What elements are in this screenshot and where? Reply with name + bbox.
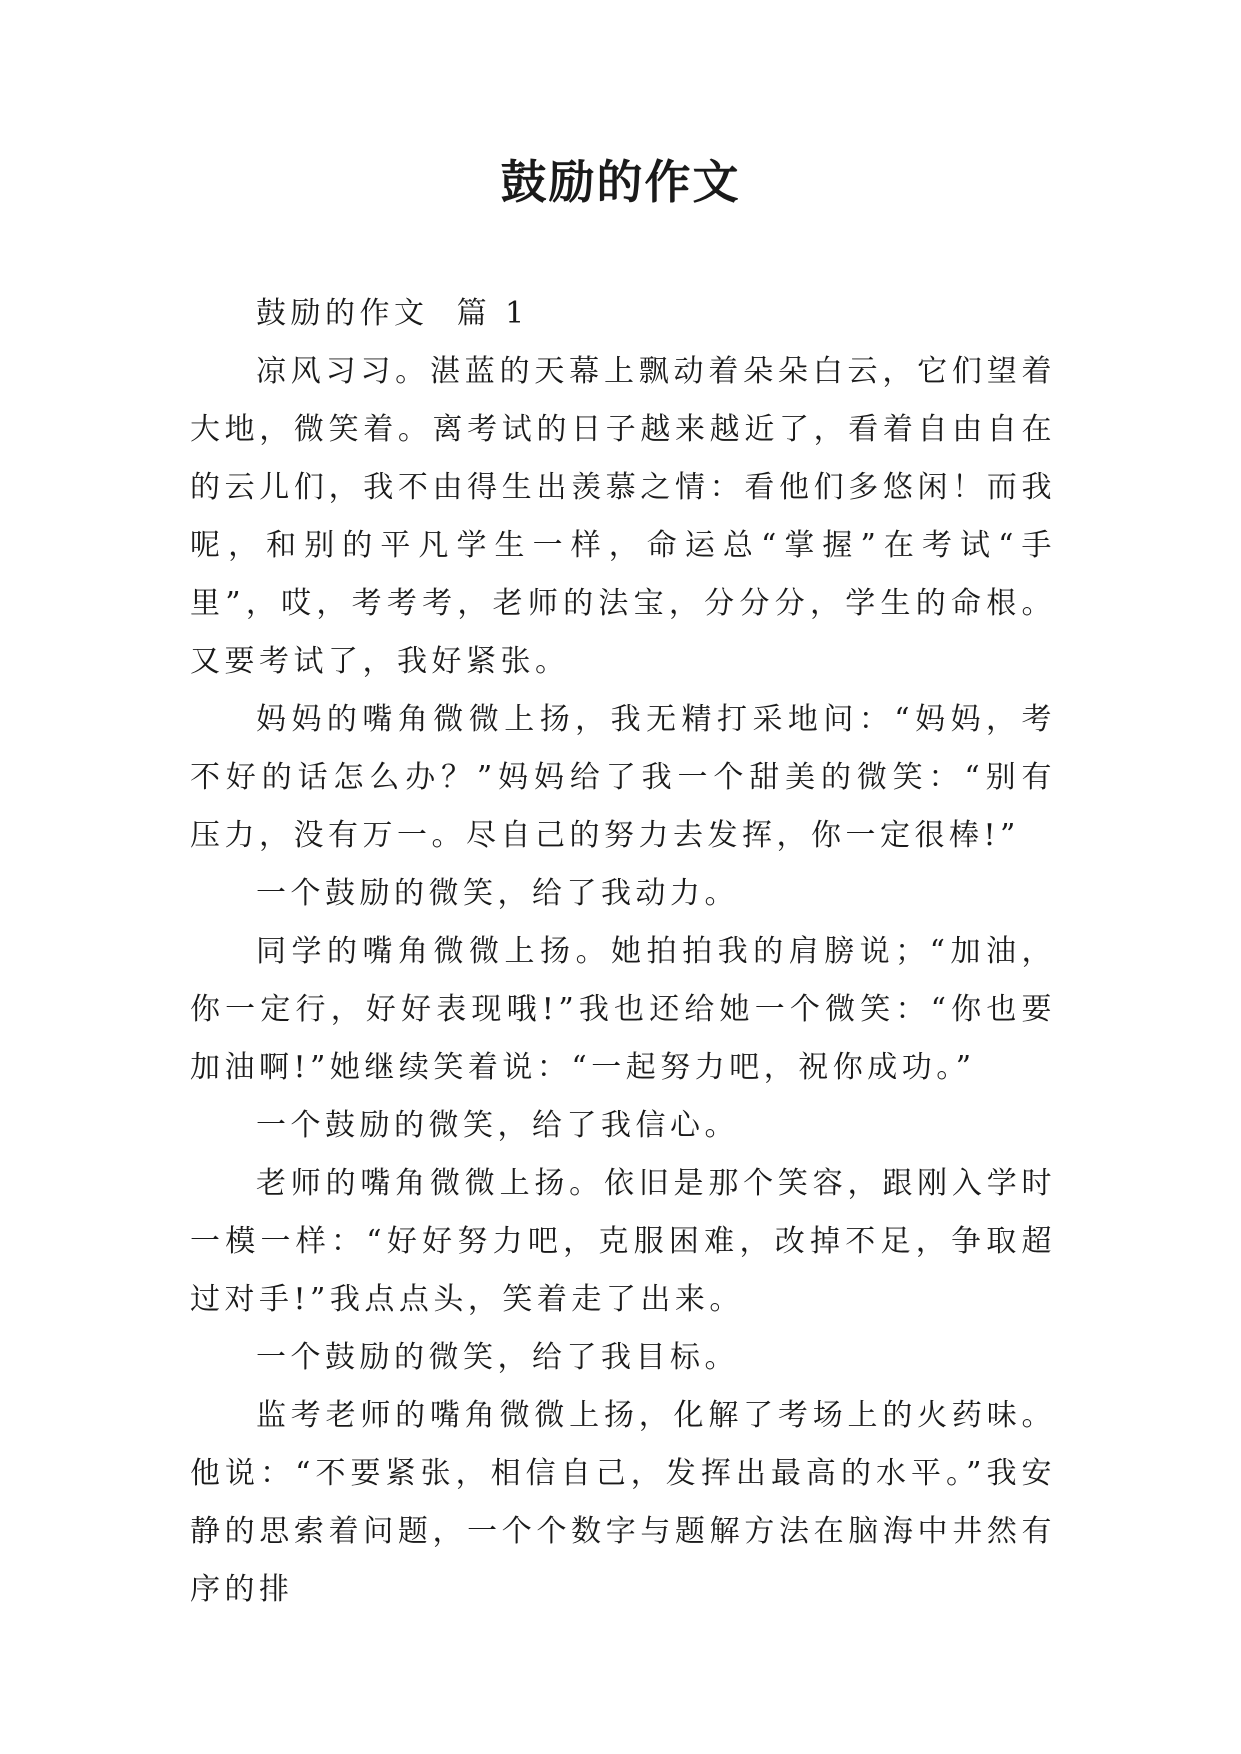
paragraph: 一个鼓励的微笑，给了我信心。 [256, 1108, 739, 1143]
paragraph: 一个鼓励的微笑，给了我动力。 [256, 876, 739, 911]
document-title: 鼓励的作文 [500, 155, 741, 209]
section-heading: 鼓励的作文 篇 1 [256, 296, 529, 331]
paragraph: 同学的嘴角微微上扬。她拍拍我的肩膀说；“加油，你一定行，好好表现哦!”我也还给她一个微笑：“你也要加油啊!”她继续笑着说：“一起努力吧，祝你成功。” [190, 934, 1056, 1085]
document-body [190, 285, 1056, 1619]
paragraph: 凉风习习。湛蓝的天幕上飘动着朵朵白云，它们望着大地，微笑着。离考试的日子越来越近了，看着自由自在的云儿们，我不由得生出羡慕之情：看他们多悠闲！而我呢，和别的平凡学生一样，命运总“掌握”在考试“手里”，哎，考考考，老师的法宝，分分分，学生的命根。又要考试了，我好紧张。 [190, 354, 1056, 679]
paragraph: 老师的嘴角微微上扬。依旧是那个笑容，跟刚入学时一模一样：“好好努力吧，克服困难，改掉不足，争取超过对手!”我点点头，笑着走了出来。 [190, 1166, 1056, 1317]
paragraph: 监考老师的嘴角微微上扬，化解了考场上的火药味。他说：“不要紧张，相信自己，发挥出最高的水平。”我安静的思索着问题，一个个数字与题解方法在脑海中井然有序的排 [190, 1398, 1056, 1607]
paragraph: 妈妈的嘴角微微上扬，我无精打采地问：“妈妈，考不好的话怎么办？”妈妈给了我一个甜美的微笑：“别有压力，没有万一。尽自己的努力去发挥，你一定很棒!” [190, 702, 1056, 853]
paragraph: 一个鼓励的微笑，给了我目标。 [256, 1340, 739, 1375]
